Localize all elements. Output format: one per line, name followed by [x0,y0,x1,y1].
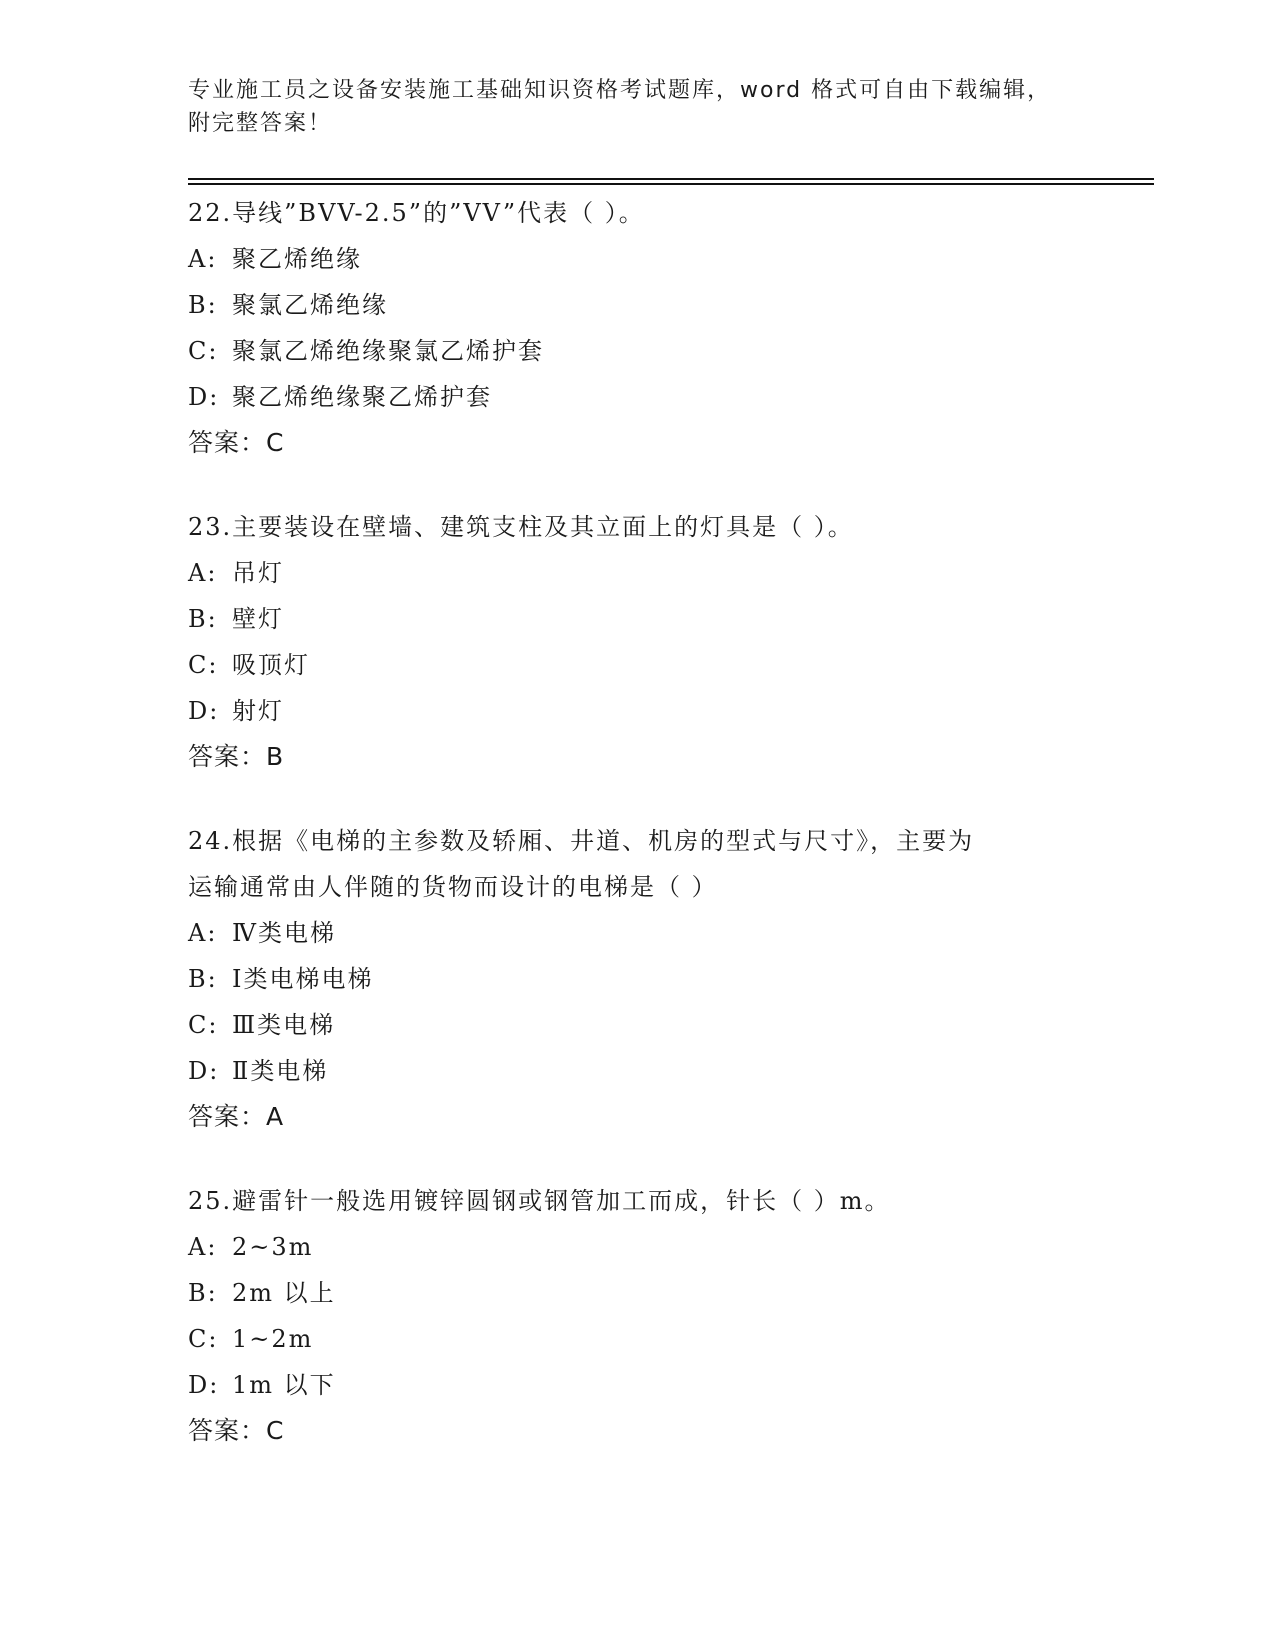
option-letter: B: [188,605,218,633]
option-letter: C: [188,1325,219,1353]
option-text: 2m 以上 [232,1279,336,1307]
option-text: Ⅱ类电梯 [232,1057,329,1085]
option-text: 吊灯 [232,559,284,587]
option-letter: C: [188,1011,219,1039]
answer-key: 答案：C [188,1416,285,1445]
question-stem: 24.根据《电梯的主参数及轿厢、井道、机房的型式与尺寸》，主要为 [188,827,975,855]
header-line-2: 附完整答案！ [188,111,333,136]
answer-option [188,956,1154,1002]
header-divider-bottom [188,183,1154,185]
option-text: 聚乙烯绝缘聚乙烯护套 [232,383,492,411]
option-letter: C: [188,337,219,365]
answer-option [188,596,1154,642]
answer-key: 答案：B [188,742,285,771]
question-stem: 25.避雷针一般选用镀锌圆钢或钢管加工而成，针长（ ）m。 [188,1187,891,1215]
answer-key: 答案：C [188,428,285,457]
option-letter: B: [188,1279,218,1307]
answer-key: 答案：A [188,1102,285,1131]
answer-option [188,1270,1154,1316]
answer-option [188,1362,1154,1408]
question-stem: 22.导线”BVV-2.5”的”VV”代表（ ）。 [188,199,645,227]
option-letter: A: [188,1233,218,1261]
option-text: 吸顶灯 [232,651,310,679]
option-letter: D: [188,1057,220,1085]
option-text: 2~3m [232,1233,314,1261]
header-divider-top [188,178,1154,180]
question-stem: 23.主要装设在壁墙、建筑支柱及其立面上的灯具是（ ）。 [188,513,854,541]
option-text: 1m 以下 [232,1371,336,1399]
option-text: Ⅲ类电梯 [232,1011,336,1039]
option-letter: A: [188,919,218,947]
question-block [188,818,1154,1140]
question-list [188,190,1154,1492]
option-text: 聚氯乙烯绝缘 [232,291,388,319]
option-text: Ⅳ类电梯 [232,919,336,947]
option-text: 射灯 [232,697,284,725]
answer-option [188,328,1154,374]
option-letter: C: [188,651,219,679]
option-letter: A: [188,245,218,273]
question-block [188,504,1154,780]
question-block [188,1178,1154,1454]
answer-option [188,282,1154,328]
answer-option [188,236,1154,282]
option-text: Ⅰ类电梯电梯 [232,965,374,993]
option-letter: D: [188,1371,220,1399]
option-text: 壁灯 [232,605,284,633]
option-letter: B: [188,291,218,319]
option-text: 聚氯乙烯绝缘聚氯乙烯护套 [232,337,544,365]
answer-option [188,1048,1154,1094]
answer-option [188,1002,1154,1048]
answer-option [188,550,1154,596]
option-text: 聚乙烯绝缘 [232,245,362,273]
answer-option [188,1316,1154,1362]
question-block [188,190,1154,466]
answer-option [188,910,1154,956]
answer-option [188,642,1154,688]
answer-option [188,1224,1154,1270]
question-stem: 运输通常由人伴随的货物而设计的电梯是（ ） [188,873,718,901]
option-letter: B: [188,965,218,993]
option-text: 1~2m [232,1325,314,1353]
document-header [188,74,1088,140]
option-letter: D: [188,383,220,411]
answer-option [188,374,1154,420]
option-letter: A: [188,559,218,587]
answer-option [188,688,1154,734]
option-letter: D: [188,697,220,725]
header-line-1: 专业施工员之设备安装施工基础知识资格考试题库，word 格式可自由下载编辑， [188,78,1052,103]
